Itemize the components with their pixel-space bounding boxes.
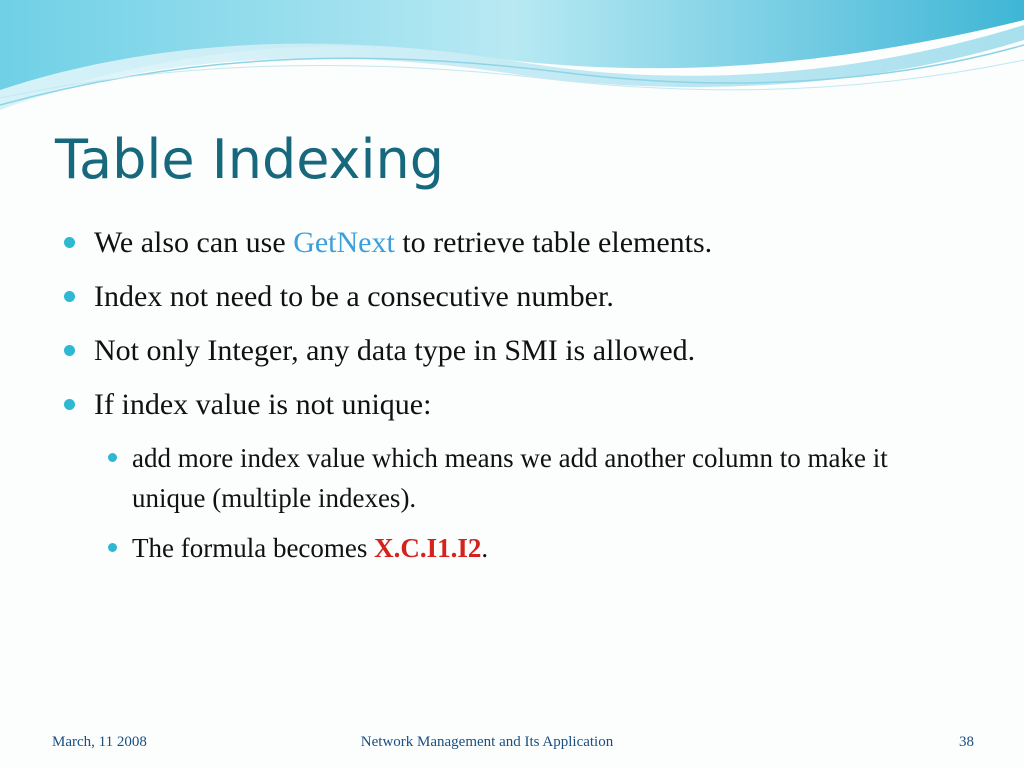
bullet-item [60,222,960,264]
getnext-highlight: GetNext [293,226,395,259]
bullet-dot-icon [64,399,75,410]
sub-bullet-text: . [481,533,489,563]
bullet-item [60,384,960,426]
slide-content [60,222,960,578]
bullet-text: We also can use [94,226,294,259]
sub-bullet-text: The formula becomes [132,533,375,563]
slide-title: Table Indexing [55,128,444,191]
bullet-dot-icon [64,237,75,248]
footer-date: March, 11 2008 [52,734,147,750]
bullet-item [60,276,960,318]
sub-bullet-item [104,438,960,518]
formula-text: X.C.I1.I2 [374,533,482,563]
sub-bullet-text: add more index value which means we add another column to make it unique (multiple indexes). [132,443,888,513]
sub-bullet-dot-icon [108,453,117,462]
bullet-item [60,330,960,372]
footer-page-number: 38 [959,734,974,750]
header-wave-decoration [0,0,1024,120]
bullet-text: If index value is not unique: [94,388,432,421]
bullet-text: Index not need to be a consecutive number. [94,280,614,313]
bullet-text: Not only Integer, any data type in SMI is allowed. [94,334,696,367]
bullet-dot-icon [64,345,75,356]
sub-bullet-item [104,528,960,568]
footer-course-title: Network Management and Its Application [360,734,614,750]
bullet-dot-icon [64,291,75,302]
sub-bullet-dot-icon [108,543,117,552]
bullet-text: to retrieve table elements. [394,226,713,259]
